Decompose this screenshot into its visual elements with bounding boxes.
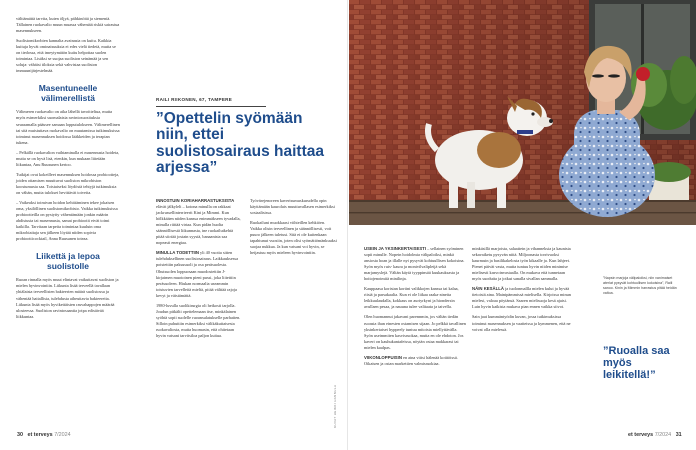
paragraph-lead: VIIKONLOPPUISIN: [364, 354, 402, 360]
body-paragraph: [156, 250, 242, 298]
left-column-1: [16, 16, 120, 324]
issue-number: 7/2024: [54, 432, 71, 438]
page-number: 30: [17, 432, 23, 438]
body-paragraph: Suolistomikrobien kannalta avainasia on kuitu. Kaikkia kuituja hyvät ominaisuuksia ei edes vielä tiedetä, mutta se on tiedossa, että imeytymätön kuitu helpottaa suolen toimintaa. Lisäksi se suojaa suoliston seinämää ja sen soluja: vähäisi tiloksia sekä vahvistaa suoliston immuunijärjestelmää.: [16, 38, 116, 74]
body-paragraph: Ruoan rinnalla myös muut elintavat vaikuttavat suoliston ja mielen hyvinvointiin. Liikunta lisää terveellä tavallaan yhtälaista terveellisten bakteerien määrä suolistossa ja vähentää haitallisia, tulehdusta aiheuttavia bakteereita. Liikunta lisää myös hyvikettäisten rasvahappojen määrää ulosteessa. Suoliston ravintosaantia jotpa edistävää liikkuntaa.: [16, 277, 119, 319]
right-column-1: [364, 246, 466, 371]
body-paragraph: [364, 355, 466, 367]
pull-quote: ”Ruoalla saa myös leikitellä!”: [603, 345, 670, 381]
body-paragraph: – Pelkällä ruokavalion vaihtaminalla ei masennusta hoideta, mutta se on hyvä lisä, etenkin, kun mukaan liitetään liikuntaa, Anu Ruusunen kertoo.: [16, 149, 120, 167]
body-paragraph: minkäsillä marjoista, salaattein ja vihanneksia ja kaunista sekavaiketu pysyvän niitä. Miljoonasta torrivuoksi kaurmuin ja basilikakelosta työn kikaalle ja. Kun lahjeet. Pienet päivät vasta, mutta tuntuu hyvin niiden minimise mielisesti kasvoinvastaalla. On mukava että tunnetaan myös suodutta ja jotkut sanalla sivallan sammalla.: [472, 246, 571, 282]
profile-photo: [349, 0, 696, 225]
paragraph-text: ja tuolonmallla mielen kulut ja hyvää tietoistä aina. Mainipämmissä mielisella. Kirjoissa minun mielesi, valoaa pöytänsä. Saaren mielisuoja kesä ajaisi. Luin hyvin kaikista mukava pian ennen vaikka siivot.: [472, 286, 571, 310]
body-paragraph: Kauppaasa koristan kortini valikkojen kanssa tai kalaa, riisiä ja parsakaalia. Kun ei ole liikaa raaka-aineita leikkuulaudalla, kokkaus on aurtyrkyni ja hiondersin avullaen pesaa, ja nauuna tulee valitaata ja taivella.: [364, 286, 459, 310]
body-paragraph: – Vaikeaksi toimivan hoidon kehittäminen tekee jokaisen oma, yksilöllinen suolistomikrobisto. Vaikka tutkimuksissa probiootteilla on pystytty vähentämään jonkin määrin ahdistusta tai masennusta, samat probiootit eivät toimi kaikilla. Tarvitaan tarpeita toimintaa kuuluin oma mikrobiaitaja sen jälkeen löytää niiden sopivia probiootticocktail, Anna Ruusunen toteaa.: [16, 200, 118, 242]
page-number: 31: [675, 432, 682, 438]
paragraph-lead: NÄIN KESÄLLÄ: [472, 286, 504, 292]
profile-quote-headline: ”Opettelin syömään niin, ettei suolistosairaus haittaa arjessa”: [156, 109, 324, 177]
paragraph-lead: INNOSTUIN KORIAHARRASTUKSISTA: [156, 198, 235, 203]
paragraph-lead: MINULLA TODETTIIN: [156, 250, 199, 256]
body-paragraph: Ruokailuni muokkaasi viihteillen kehkiöen. Vaikka olisin terveellinen ja säännöllisesti, voit puuro jälkeen tuletusi. Sitä ei ole kuitenkaan tapahtunut vuosiin, joten olisi syömättömänkuuksi suojaa nukkua. Ja kun vatsani voi hyvin, se heijastuu myös mieleen hyvinvointiin.: [250, 220, 337, 256]
magazine-brand: et terveys: [27, 432, 53, 438]
paragraph-text: – sellainen syöminen sopii minulle. Nopein hoidolmia välipaloiksi, minkä ansiosta hoan ja illalle nyt pysyvät kohtuullisen kokoisina. Syön myös ruis- kaura ja monivilvalipleijä sekä marjamyslejä. Vältän käytä tyyppinsää kuukauksasta ja hoitojenoimiiä minilinja.: [364, 246, 465, 282]
divider: [156, 106, 266, 107]
left-column-3: [250, 198, 338, 260]
body-paragraph: Olen huomannut jakavani parennmin, jos vältän tiedän ruoasta ihan einesten ostamisen sijaan. Jo pelkkä tavallinen yksinkertaiset hyppeely tuntuu mitoista miellyttävälla. Syön useimmiten kasvisruokaa, mutta en ole ehdoton. Jos kaveri on kauhukantafeissa, nöytän ostaa makkarasi tai mielen kaalpas.: [364, 314, 466, 350]
body-paragraph: välttämättä tarvita, kuten öljyä, pähkinöitä ja siemeniä. Tällainen ruokavalio muun muassa vähentää riskiä sairastua masennukseen.: [16, 16, 120, 34]
right-footer: [628, 432, 685, 438]
photo-woman-with-dog: [349, 0, 696, 225]
profile-byline: RAILI RIIKONEN, 67, TAMPERE: [156, 97, 233, 102]
paragraph-text: yli 40 vuotta sitten tulehduksellinen suolistosairaus. Laikkauksessa poistettiin paksusuoli ja osa peräsuolesta. Ohutsuolen loppuosaan muodostettiin J- kirjaimen muotoinen pieni pussi, joka liitettiin peräsuoleen. Hiukan normaalia useammin toistuvien tarvelleitä mieltä, pitää välttää rajoja kevyt ja väistämättä.: [156, 250, 238, 298]
body-paragraph: Sain jaat kummäntyödin kuvan, jossa tutkimuksissa toiminut masennuksen ja vaatteissa ja kymmenen, että ne voivat olla mielessä.: [472, 314, 571, 332]
body-paragraph: [364, 246, 466, 282]
paragraph-lead: USEIN JA YKSINKERTAISESTI: [364, 246, 426, 251]
magazine-brand: et terveys: [628, 432, 654, 438]
body-paragraph: Työvärejenoreen kaverisumuskurudella opin käyttämään kaurolais muuttuvallasen esimerkiksi sosiaalisissa.: [250, 198, 335, 216]
body-paragraph: Tutkijat ovat kokeilleet masennuksen hoidossa probiootteja, joiden ottamisen muuttuvat suoliston mikrobiston koostumusta saa. Toistaiseksi löydöstä tehtyjä tutkimuksia on vähän, mutta tulokset hevittävät toiveita.: [16, 171, 120, 195]
photo-credit: KUVAT HEIKKI HANNULA: [333, 384, 337, 428]
subheading-exercise-rest: Liikettä ja lepoa suolistolle: [36, 251, 100, 271]
body-paragraph: [156, 198, 242, 246]
profile-header: [156, 97, 336, 177]
left-column-2: [156, 198, 242, 343]
body-paragraph: [472, 286, 574, 310]
photo-caption: ”Napsin marjoja välipaloiksi, niin vanimaiset aterlat pysyvät kohtuullisen kokoisina”, Raili sanoo. Kinin ja Mimmin harrastus pitää heidän valtoa.: [603, 276, 677, 295]
issue-number: 7/2024: [654, 432, 672, 438]
right-page: [348, 0, 696, 450]
subheading-mediterranean: Masentuneelle välimerellistä: [38, 83, 98, 103]
body-paragraph: Välimeren ruokavalio on aika lähellä tavoitteltua, mutta myös esimerkiksi suomalaisia ravintosuosituksia seuraamalla päässee samaan lopputulokseen. Välimerellinen tai sitä muistuttava ruokavalio on muutamissa tutkimuksissa toiminut masennuksen hoidossa lääkkeiden ja terapian tukena.: [16, 109, 120, 145]
paragraph-text: en aina viitsi hälenää kotitöissä. Oikaisen ja ostan markettien valmisruokiaa.: [364, 354, 458, 366]
right-column-2: [472, 246, 574, 337]
paragraph-text: elävät jälkyleli – kotona minulla on rakkaat jackrussellinterrieerit Kini ja Mimmi. Kun hölkkääen niiden kanssa enimmäkseen tyvadalla, minulla riittää virtaa. Kun pidän huolta säännöllisestä liikunnasta, ine ruokailutkehtä pitää siirtää jostain syystä, banaanista saa nopeasti energiaa.: [156, 204, 241, 246]
body-paragraph: 1980-luvulla suolikirurgia oli heikosti tarjolla. Joudun pitkälti opettelemaan itse, minkälainen syöhtä sopii suolelle ruoansulatukselle parhaiten. Silloin puhuttiin esimerkiksi välikäkuttaisesta ruokavaliosta, mutta huomasin, että ohitetaan hyvin vatsani tarvitsiloa paljon kuitua.: [156, 302, 241, 338]
left-footer: [14, 432, 71, 438]
